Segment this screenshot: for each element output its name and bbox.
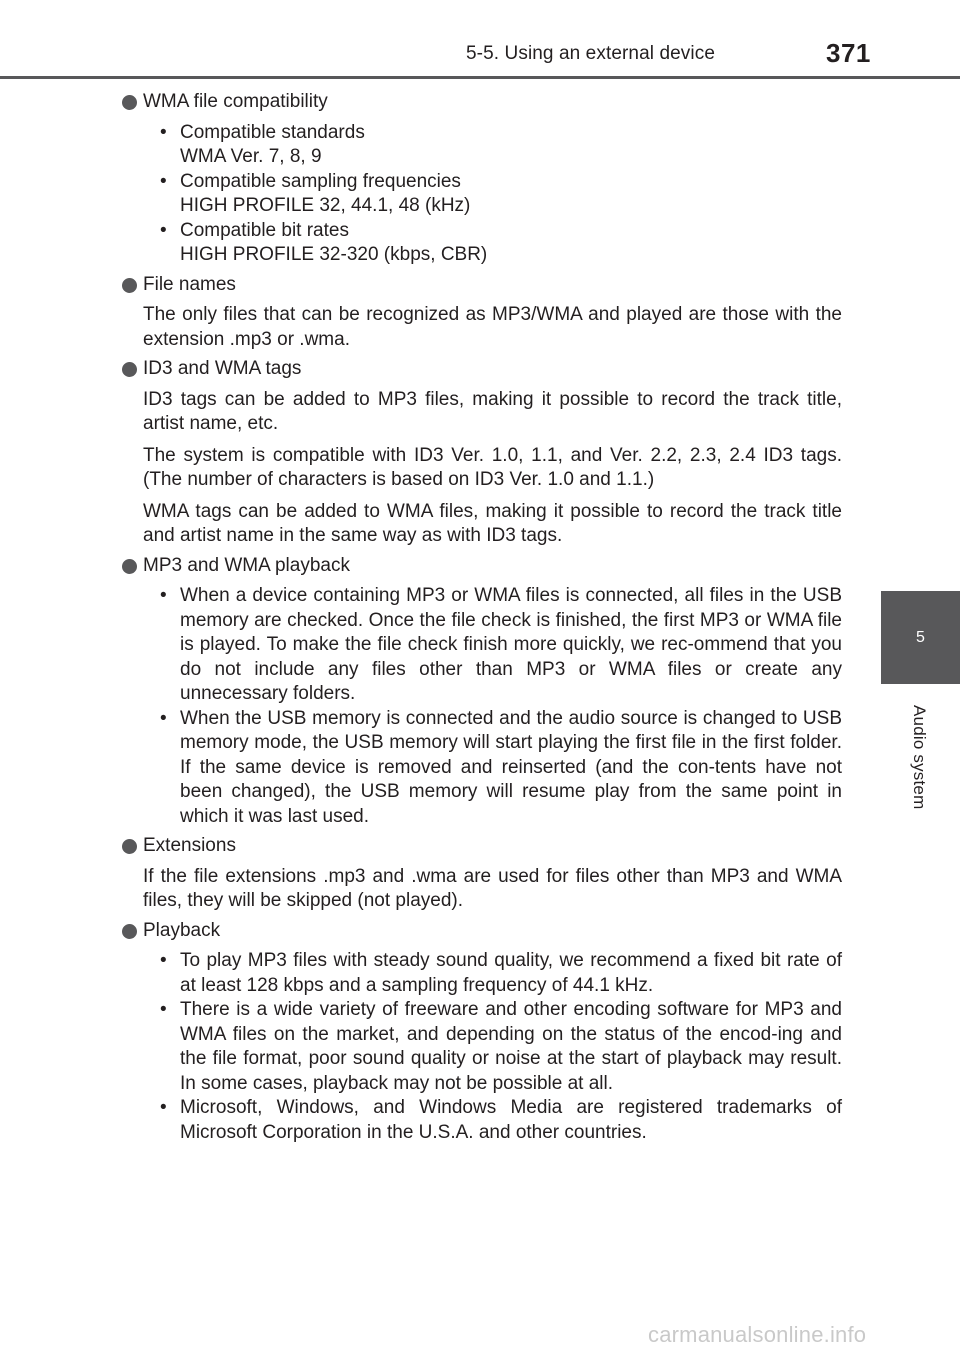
page-header xyxy=(0,0,960,80)
bullet-item xyxy=(143,170,842,219)
bullet-dot-icon xyxy=(122,278,137,293)
item-heading xyxy=(124,273,842,298)
bullet-subtext: HIGH PROFILE 32-320 (kbps, CBR) xyxy=(180,244,488,265)
bullet-item xyxy=(143,998,842,1096)
bullet-dot-icon xyxy=(122,924,137,939)
list-item xyxy=(124,273,842,353)
item-body xyxy=(124,865,842,914)
bullet-text: There is a wide variety of freeware and other encoding software for MP3 and WMA files on the market, and depending on the status of the encod-ing and the file format, poor sound quality or noise at the start of playback may result. In some cases, playback may not be possible at all. xyxy=(180,999,842,1094)
item-title: Playback xyxy=(143,919,221,941)
item-body xyxy=(124,949,842,1145)
bullet-list xyxy=(143,584,842,829)
item-body xyxy=(124,121,842,268)
bullet-item xyxy=(143,707,842,830)
paragraph: WMA tags can be added to WMA files, making it possible to record the track title and artist name in the same way as with ID3 tags. xyxy=(143,500,842,546)
item-heading xyxy=(124,919,842,944)
bullet-text: Compatible sampling frequencies xyxy=(180,170,461,192)
watermark: carmanualsonline.info xyxy=(648,1322,867,1347)
item-title: File names xyxy=(143,273,236,295)
item-heading xyxy=(124,554,842,579)
item-body xyxy=(124,388,842,549)
bullet-item xyxy=(143,219,842,268)
item-body xyxy=(124,303,842,352)
list-item xyxy=(124,90,842,268)
bullet-text: To play MP3 files with steady sound quality, we recommend a fixed bit rate of at least 128 kbps and a sampling frequency of 44.1 kHz. xyxy=(180,950,842,996)
bullet-mark-icon: • xyxy=(160,170,167,192)
bullet-mark-icon: • xyxy=(160,585,167,606)
bullet-text: When a device containing MP3 or WMA files is connected, all files in the USB memory are checked. Once the file check is finished, the first MP3 or WMA file is played. To make the file check finish more quickly, we rec-ommend that you do not include any files other than MP3 or WMA files or create any unnecessary folders. xyxy=(180,585,842,704)
item-title: Extensions xyxy=(143,835,236,856)
item-heading xyxy=(124,90,842,115)
bullet-subtext: HIGH PROFILE 32, 44.1, 48 (kHz) xyxy=(180,195,471,216)
list-item xyxy=(124,919,842,1146)
bullet-item xyxy=(143,584,842,707)
page-number: 371 xyxy=(826,38,871,68)
list-item xyxy=(124,554,842,830)
chapter-title: Audio system xyxy=(910,705,929,810)
chapter-number: 5 xyxy=(916,629,925,646)
bullet-dot-icon xyxy=(122,559,137,574)
bullet-mark-icon: • xyxy=(160,950,167,971)
item-title: MP3 and WMA playback xyxy=(143,554,350,576)
bullet-mark-icon: • xyxy=(160,1097,167,1118)
paragraph: The only files that can be recognized as MP3/WMA and played are those with the extension .mp3 or .wma. xyxy=(143,304,842,350)
bullet-list xyxy=(143,121,842,268)
bullet-item xyxy=(143,949,842,998)
bullet-mark-icon: • xyxy=(160,707,167,729)
item-title: WMA file compatibility xyxy=(143,91,328,112)
page-content xyxy=(124,90,842,1150)
bullet-list xyxy=(143,949,842,1145)
bullet-text: Compatible standards xyxy=(180,121,365,143)
bullet-text: Compatible bit rates xyxy=(180,219,349,241)
header-rule xyxy=(0,76,960,79)
chapter-tab xyxy=(881,591,960,684)
bullet-mark-icon: • xyxy=(160,999,167,1020)
paragraph: The system is compatible with ID3 Ver. 1.0, 1.1, and Ver. 2.2, 2.3, 2.4 ID3 tags. (The number of characters is based on ID3 Ver. 1.0 and 1.1.) xyxy=(143,444,842,490)
bullet-dot-icon xyxy=(122,95,137,110)
item-heading xyxy=(124,834,842,859)
list-item xyxy=(124,357,842,549)
bullet-item xyxy=(143,121,842,170)
bullet-dot-icon xyxy=(122,839,137,854)
paragraph: ID3 tags can be added to MP3 files, making it possible to record the track title, artist name, etc. xyxy=(143,388,842,434)
section-title: 5-5. Using an external device xyxy=(466,43,715,64)
item-heading xyxy=(124,357,842,382)
bullet-text: When the USB memory is connected and the audio source is changed to USB memory mode, the USB memory will start playing the first file in the first folder. If the same device is removed and reinserted (and the con-tents have not been changed), the USB memory will resume play from the same point in which it was last used. xyxy=(180,707,842,827)
paragraph: If the file extensions .mp3 and .wma are used for files other than MP3 and WMA files, they will be skipped (not played). xyxy=(143,865,842,911)
list-item xyxy=(124,834,842,914)
bullet-mark-icon: • xyxy=(160,121,167,143)
bullet-text: Microsoft, Windows, and Windows Media are registered trademarks of Microsoft Corporation in the U.S.A. and other countries. xyxy=(180,1097,842,1143)
bullet-mark-icon: • xyxy=(160,219,167,241)
bullet-subtext: WMA Ver. 7, 8, 9 xyxy=(180,146,322,167)
bullet-item xyxy=(143,1096,842,1145)
item-title: ID3 and WMA tags xyxy=(143,358,302,379)
item-body xyxy=(124,584,842,829)
bullet-dot-icon xyxy=(122,362,137,377)
